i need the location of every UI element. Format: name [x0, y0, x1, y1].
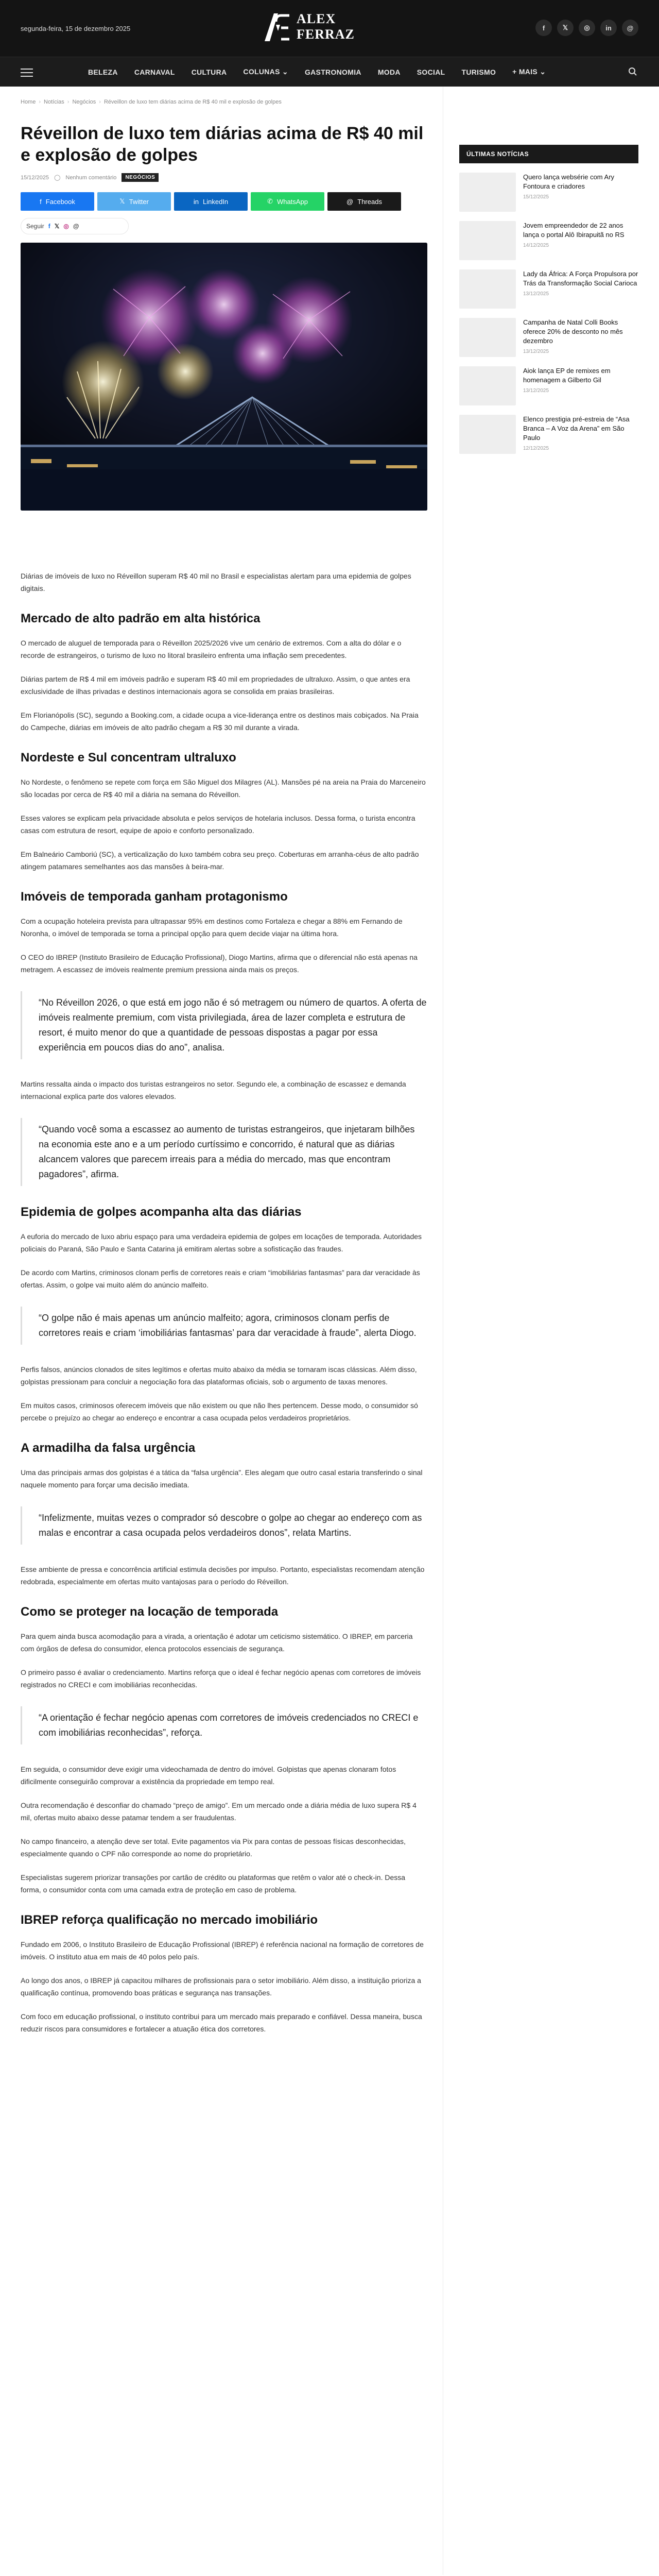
news-thumbnail[interactable] — [459, 318, 516, 357]
paragraph: Em Florianópolis (SC), segundo a Booking.com, a cidade ocupa a vice-liderança entre os destinos mais cobiçados. Na Praia do Campeche, diárias em imóveis de alto padrão chegam a R$ 30 mil durante a virada. — [21, 711, 419, 732]
category-badge[interactable]: NEGÓCIOS — [122, 173, 159, 182]
nav-item-carnaval[interactable]: CARNAVAL — [134, 67, 175, 76]
share-whatsapp-button[interactable] — [251, 192, 324, 211]
nav-item-cultura[interactable]: CULTURA — [191, 67, 227, 76]
pull-quote: “Quando você soma a escassez ao aumento de turistas estrangeiros, que injetaram bilhões na economia este ano e a um período curtíssimo e concorrido, é natural que as diárias alcancem valores que parecem irreais para a média do mercado, mas que encontram pagadores”, afirma. — [21, 1118, 427, 1186]
follow-facebook-icon[interactable]: f — [48, 223, 50, 230]
paragraph: Em seguida, o consumidor deve exigir uma videochamada de dentro do imóvel. Golpistas que apenas clonaram fotos dificilmente conseguirão comprovar a existência da propriedade em tempo real. — [21, 1765, 396, 1786]
sidebar-news-item[interactable] — [459, 318, 638, 357]
breadcrumb-home[interactable]: Home — [21, 99, 36, 105]
linkedin-icon: in — [193, 197, 199, 206]
share-threads-label: Threads — [357, 197, 382, 206]
paragraph: O primeiro passo é avaliar o credenciamento. Martins reforça que o ideal é fechar negócio apenas com corretores de imóveis registrados no CRECI e com imobiliárias reconhecidas. — [21, 1668, 421, 1689]
breadcrumb — [21, 99, 282, 105]
logo-line-2: FERRAZ — [297, 27, 355, 42]
pull-quote: “A orientação é fechar negócio apenas com corretores de imóveis credenciados no CRECI e com imobiliárias reconhecidas”, reforça. — [21, 1706, 427, 1744]
paragraph: Com foco em educação profissional, o instituto contribui para um mercado mais preparado e confiável. Dessa maneira, busca reduzir riscos para consumidores e fortalecer a atuação ética dos corretores. — [21, 2012, 422, 2033]
share-twitter-button[interactable] — [97, 192, 171, 211]
share-whatsapp-label: WhatsApp — [276, 197, 308, 206]
paragraph: Ao longo dos anos, o IBREP já capacitou milhares de profissionais para o setor imobiliário. Além disso, a instituição prioriza a qualificação contínua, promovendo boas práticas e segurança nas transações. — [21, 1976, 421, 1997]
news-date: 14/12/2025 — [523, 243, 549, 248]
comments-link[interactable]: Nenhum comentário — [65, 174, 117, 181]
news-thumbnail[interactable] — [459, 173, 516, 212]
pull-quote: “O golpe não é mais apenas um anúncio malfeito; agora, criminosos clonam perfis de corretores reais e criam ‘imobiliárias fantasmas’ para dar veracidade à fraude”, alerta Diogo. — [21, 1307, 427, 1345]
logo-mark-icon — [263, 10, 291, 43]
nav-item-moda[interactable]: MODA — [377, 67, 401, 76]
paragraph: Fundado em 2006, o Instituto Brasileiro de Educação Profissional (IBREP) é referência nacional na formação de corretores de imóveis. O instituto atua em mais de 40 polos pelo país. — [21, 1940, 424, 1961]
paragraph: Uma das principais armas dos golpistas é a tática da “falsa urgência”. Eles alegam que outro casal estaria transferindo o sinal naquele momento para forçar uma decisão imediata. — [21, 1468, 423, 1489]
facebook-icon[interactable]: f — [535, 20, 552, 36]
share-threads-button[interactable] — [327, 192, 401, 211]
article-main — [21, 117, 427, 2046]
news-date: 13/12/2025 — [523, 349, 549, 354]
paragraph: O CEO do IBREP (Instituto Brasileiro de Educação Profissional), Diogo Martins, afirma que o diferencial não está apenas na metragem. A escassez de imóveis realmente premium pressiona ainda mais os preços. — [21, 953, 418, 974]
article-lead: Diárias de imóveis de luxo no Réveillon superam R$ 40 mil no Brasil e especialistas alertam para uma epidemia de golpes digitais. — [21, 572, 411, 592]
paragraph: Em muitos casos, criminosos oferecem imóveis que não existem ou que não lhes pertencem. Desse modo, o consumidor só percebe o prejuízo ao chegar ao endereço e encontrar a casa ocupada pelos verdadeiros proprietários. — [21, 1401, 418, 1422]
nav-item-mais[interactable]: + MAIS ⌄ — [512, 67, 546, 76]
linkedin-icon[interactable]: in — [600, 20, 617, 36]
sidebar-news-item[interactable] — [459, 173, 638, 212]
news-title[interactable]: Quero lança websérie com Ary Fontoura e criadores — [523, 173, 615, 190]
share-buttons — [21, 192, 427, 211]
x-twitter-icon[interactable]: 𝕏 — [557, 20, 574, 36]
nav-menu — [80, 57, 554, 87]
paragraph: Em Balneário Camboriú (SC), a verticalização do luxo também cobra seu preço. Coberturas em arranha-céus de alto padrão atingem patamares semelhantes aos das mansões à beira-mar. — [21, 850, 419, 871]
current-date: segunda-feira, 15 de dezembro 2025 — [21, 25, 131, 32]
news-date: 13/12/2025 — [523, 291, 549, 297]
pull-quote: “No Réveillon 2026, o que está em jogo não é só metragem ou número de quartos. A oferta de imóveis realmente premium, com vista privilegiada, área de lazer completa e estrutura de resort, é muito menor do que a quantidade de pessoas dispostas a pagar por essa experiência em poucos dias do ano”, analisa. — [21, 991, 427, 1059]
follow-label: Seguir — [26, 223, 44, 230]
paragraph: Outra recomendação é desconfiar do chamado “preço de amigo”. Em um mercado onde a diária média de luxo supera R$ 4 mil, ofertas muito abaixo desse patamar tendem a ser fraudulentas. — [21, 1801, 417, 1822]
pull-quote: “Infelizmente, muitas vezes o comprador só descobre o golpe ao chegar ao endereço com as malas e encontrar a casa ocupada pelos verdadeiros donos”, relata Martins. — [21, 1506, 427, 1545]
news-title[interactable]: Jovem empreendedor de 22 anos lança o portal Alô Ibirapuitã no RS — [523, 222, 625, 239]
paragraph: A euforia do mercado de luxo abriu espaço para uma verdadeira epidemia de golpes em locações de temporada. Autoridades policiais do Paraná, São Paulo e Santa Catarina já emitiram alertas sobre a sofisticação das fraudes. — [21, 1232, 422, 1253]
nav-item-turismo[interactable]: TURISMO — [461, 67, 496, 76]
news-thumbnail[interactable] — [459, 366, 516, 405]
site-logo[interactable] — [263, 10, 355, 43]
paragraph: Com a ocupação hoteleira prevista para ultrapassar 95% em destinos como Fortaleza e chegar a 88% em Fernando de Noronha, o imóvel de temporada se torna a principal opção para quem decide viajar na última hora. — [21, 917, 403, 938]
article-title: Réveillon de luxo tem diárias acima de R$ 40 mil e explosão de golpes — [21, 124, 424, 165]
breadcrumb-separator: › — [67, 99, 70, 105]
follow-bar — [21, 218, 129, 234]
twitter-icon: 𝕏 — [119, 197, 125, 205]
paragraph: Esse ambiente de pressa e concorrência artificial estimula decisões por impulso. Portanto, especialistas recomendam atenção redobrada, especialmente em ofertas muito vantajosas para o período do Réveillon. — [21, 1565, 425, 1586]
facebook-icon: f — [40, 197, 42, 206]
paragraph: De acordo com Martins, criminosos clonam perfis de corretores reais e criam “imobiliárias fantasmas” para dar veracidade às ofertas. Assim, o golpe vai muito além do anúncio malfeito. — [21, 1268, 420, 1289]
follow-instagram-icon[interactable]: ◎ — [63, 223, 69, 230]
paragraph: Esses valores se explicam pela privacidade absoluta e pelos serviços de hotelaria inclusos. Dessa forma, o turista encontra casas com estrutura de resort, equipe de apoio e conforto personalizado. — [21, 814, 415, 835]
news-title[interactable]: Aiok lança EP de remixes em homenagem a Gilberto Gil — [523, 367, 611, 384]
sidebar-news-item[interactable] — [459, 415, 638, 454]
nav-item-social[interactable]: SOCIAL — [417, 67, 445, 76]
hero-image-fireworks — [21, 243, 427, 511]
comment-icon: ◯ — [54, 175, 61, 181]
share-linkedin-button[interactable] — [174, 192, 248, 211]
breadcrumb-separator: › — [99, 99, 101, 105]
news-title[interactable]: Elenco prestigia pré-estreia de “Asa Branca – A Voz da Arena” em São Paulo — [523, 415, 630, 442]
fireworks-illustration — [21, 243, 427, 511]
threads-icon: @ — [346, 197, 354, 206]
section-heading: Nordeste e Sul concentram ultraluxo — [21, 751, 236, 765]
sidebar-news-item[interactable] — [459, 269, 638, 309]
paragraph: Para quem ainda busca acomodação para a virada, a orientação é adotar um ceticismo sistemático. O IBREP, em parceria com órgãos de defesa do consumidor, elenca protocolos essenciais de segurança. — [21, 1632, 413, 1653]
paragraph: No Nordeste, o fenômeno se repete com força em São Miguel dos Milagres (AL). Mansões pé na areia na Praia do Marceneiro são locadas por cerca de R$ 40 mil a diária na semana do Réveillon. — [21, 778, 426, 799]
section-heading: A armadilha da falsa urgência — [21, 1441, 196, 1455]
threads-icon[interactable]: @ — [622, 20, 638, 36]
nav-item-colunas[interactable]: COLUNAS ⌄ — [243, 67, 288, 76]
share-facebook-label: Facebook — [45, 197, 75, 206]
section-heading: Imóveis de temporada ganham protagonismo — [21, 890, 288, 904]
news-thumbnail[interactable] — [459, 415, 516, 454]
hamburger-menu-icon[interactable] — [21, 69, 33, 79]
follow-x-icon[interactable]: 𝕏 — [54, 223, 60, 230]
news-date: 13/12/2025 — [523, 388, 549, 394]
paragraph: No campo financeiro, a atenção deve ser total. Evite pagamentos via Pix para contas de pessoas físicas desconhecidas, especialmente quando o CPF não corresponde ao nome do proprietário. — [21, 1837, 406, 1858]
share-facebook-button[interactable] — [21, 192, 94, 211]
section-heading: Como se proteger na locação de temporada — [21, 1605, 279, 1619]
paragraph: Perfis falsos, anúncios clonados de sites legítimos e ofertas muito abaixo da média se tornaram iscas clássicas. Além disso, golpistas pressionam para concluir a negociação fora das plataformas oficiais, sob o argumento de taxas menores. — [21, 1365, 417, 1386]
news-title[interactable]: Lady da África: A Força Propulsora por Trás da Transformação Social Carioca — [523, 270, 638, 287]
article-date: 15/12/2025 — [21, 174, 49, 181]
logo-line-1: ALEX — [297, 11, 336, 26]
breadcrumb-noticias[interactable]: Notícias — [44, 99, 64, 105]
sidebar-news-item[interactable] — [459, 366, 638, 405]
section-heading: IBREP reforça qualificação no mercado imobiliário — [21, 1913, 318, 1927]
article-meta — [21, 173, 427, 182]
paragraph: O mercado de aluguel de temporada para o Réveillon 2025/2026 vive um cenário de extremos. Com a alta do dólar e o recorde de estrangeiros, o turismo de luxo no litoral brasileiro enfrenta uma inflação sem precedentes. — [21, 639, 402, 659]
paragraph: Especialistas sugerem priorizar transações por cartão de crédito ou plataformas que retêm o valor até o check-in. Dessa forma, o consumidor conta com uma camada extra de proteção em caso de problema. — [21, 1873, 406, 1894]
breadcrumb-separator: › — [39, 99, 41, 105]
share-linkedin-label: LinkedIn — [202, 197, 229, 206]
breadcrumb-current: Réveillon de luxo tem diárias acima de R$ 40 mil e explosão de golpes — [103, 99, 282, 105]
main-navigation — [0, 57, 659, 87]
news-date: 15/12/2025 — [523, 194, 549, 200]
section-heading: Mercado de alto padrão em alta histórica — [21, 612, 261, 625]
sidebar-heading: ÚLTIMAS NOTÍCIAS — [459, 145, 638, 163]
instagram-icon[interactable]: ◎ — [579, 20, 595, 36]
news-thumbnail[interactable] — [459, 221, 516, 260]
top-bar — [0, 0, 659, 57]
sidebar — [459, 145, 638, 454]
paragraph: Diárias partem de R$ 4 mil em imóveis padrão e superam R$ 40 mil em propriedades de ultraluxo. Assim, o que antes era exclusividade de ilhas privadas e destinos internacionais agora se consolida em praias brasileiras. — [21, 675, 410, 696]
section-heading: Epidemia de golpes acompanha alta das diárias — [21, 1205, 302, 1219]
header-social-links — [535, 20, 638, 36]
news-date: 12/12/2025 — [523, 446, 549, 451]
logo-wordmark — [297, 11, 355, 42]
follow-threads-icon[interactable]: @ — [73, 223, 79, 230]
search-icon[interactable] — [628, 67, 637, 76]
nav-item-beleza[interactable]: BELEZA — [88, 67, 118, 76]
article-body — [21, 570, 427, 2035]
breadcrumb-negocios[interactable]: Negócios — [72, 99, 96, 105]
news-thumbnail[interactable] — [459, 269, 516, 309]
nav-item-gastronomia[interactable]: GASTRONOMIA — [304, 67, 361, 76]
share-twitter-label: Twitter — [129, 197, 149, 206]
paragraph: Martins ressalta ainda o impacto dos turistas estrangeiros no setor. Segundo ele, a combinação de escassez e demanda internacional explica parte dos valores elevados. — [21, 1080, 406, 1100]
sidebar-news-item[interactable] — [459, 221, 638, 260]
news-title[interactable]: Campanha de Natal Colli Books oferece 20% de desconto no mês dezembro — [523, 318, 623, 345]
whatsapp-icon: ✆ — [267, 197, 273, 205]
